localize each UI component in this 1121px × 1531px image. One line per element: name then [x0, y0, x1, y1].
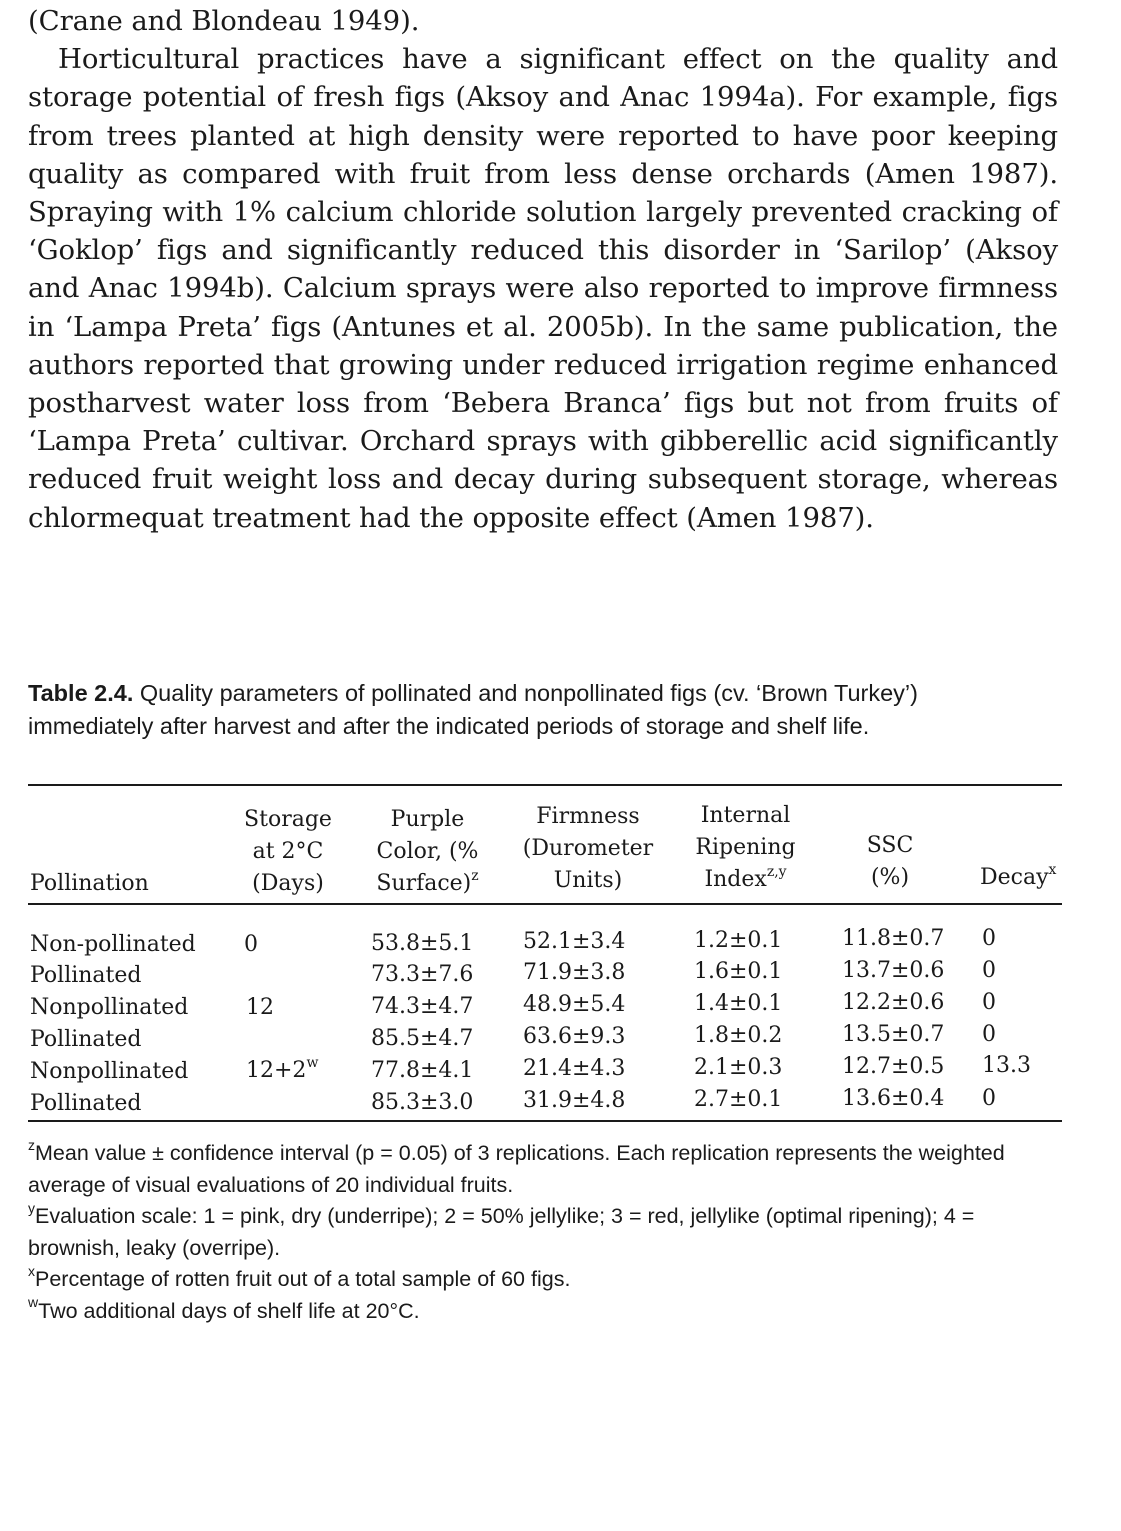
- table-caption-text: Quality parameters of pollinated and nonpollinated figs (cv. ‘Brown Turkey’) immediately after harvest and after the indicated periods of storage and shelf life.: [28, 680, 918, 739]
- cell-ssc: 12.2±0.6: [842, 990, 945, 1015]
- cell-purple: 77.8±4.1: [371, 1058, 474, 1083]
- table-top-rule: [28, 784, 1062, 786]
- cell-ssc: 13.5±0.7: [842, 1022, 945, 1047]
- header-firmness: Firmness (Durometer Units): [522, 804, 654, 893]
- line-continuation: (Crane and Blondeau 1949).: [28, 5, 420, 37]
- cell-ripening: 2.7±0.1: [694, 1087, 783, 1112]
- cell-purple: 85.3±3.0: [371, 1090, 474, 1115]
- cell-pollination: Pollinated: [30, 963, 142, 988]
- cell-ssc: 11.8±0.7: [842, 926, 945, 951]
- cell-pollination: Non-pollinated: [30, 932, 196, 957]
- header-storage: Storage at 2°C (Days): [244, 807, 332, 896]
- cell-pollination: Pollinated: [30, 1091, 142, 1116]
- header-decay: Decay$^x$: [980, 861, 1057, 890]
- footnote-z: $^z$Mean value ± confidence interval (p = 0.05) of 3 replications. Each replication represents the weighted average of visual evaluations of 20 individual fruits.: [28, 1136, 1005, 1197]
- cell-ripening: 1.4±0.1: [694, 991, 783, 1016]
- cell-firmness: 31.9±4.8: [523, 1088, 626, 1113]
- cell-ssc: 13.7±0.6: [842, 958, 945, 983]
- table-caption: [28, 677, 1048, 743]
- cell-ripening: 2.1±0.3: [694, 1055, 783, 1080]
- cell-ripening: 1.6±0.1: [694, 959, 783, 984]
- cell-pollination: Nonpollinated: [30, 995, 189, 1020]
- footnote-y: $^y$Evaluation scale: 1 = pink, dry (underripe); 2 = 50% jellylike; 3 = red, jellylike (optimal ripening); 4 = brownish, leaky (overripe).: [28, 1199, 975, 1260]
- cell-decay: 13.3: [982, 1053, 1031, 1078]
- body-paragraph: Horticultural practices have a significant effect on the quality and storage potential of fresh figs (Aksoy and Anac 1994a). For example, figs from trees planted at high density were reported to have poor keeping quality as compared with fruit from less dense orchards (Amen 1987). Spraying with 1% calcium chloride solution largely prevented cracking of ‘Goklop’ figs and significantly reduced this disorder in ‘Sarilop’ (Aksoy and Anac 1994b). Calcium sprays were also reported to improve firmness in ‘Lampa Preta’ figs (Antunes et al. 2005b). In the same publication, the authors reported that growing under reduced irrigation regime enhanced postharvest water loss from ‘Bebera Branca’ figs but not from fruits of ‘Lampa Preta’ cultivar. Orchard sprays with gibberellic acid significantly reduced fruit weight loss and decay during subsequent storage, whereas chlormequat treatment had the opposite effect (Amen 1987).: [28, 43, 1058, 534]
- cell-storage: 12: [246, 995, 274, 1020]
- cell-firmness: 52.1±3.4: [523, 929, 626, 954]
- table-footnotes: [28, 1138, 1068, 1327]
- header-pollination: Pollination: [30, 871, 149, 896]
- cell-storage: 0: [244, 932, 258, 957]
- table-caption-label: Table 2.4.: [28, 680, 134, 706]
- cell-decay: 0: [982, 1086, 996, 1111]
- cell-firmness: 21.4±4.3: [523, 1056, 626, 1081]
- header-ssc: SSC (%): [866, 833, 914, 890]
- cell-decay: 0: [982, 1022, 996, 1047]
- header-purple-color: Purple Color, (% Surface)$^z$: [376, 807, 479, 896]
- footnote-x: $^x$Percentage of rotten fruit out of a total sample of 60 figs.: [28, 1262, 571, 1291]
- cell-firmness: 71.9±3.8: [523, 960, 626, 985]
- footnote-w: $^w$Two additional days of shelf life at 20°C.: [28, 1294, 420, 1323]
- cell-purple: 73.3±7.6: [371, 962, 474, 987]
- cell-firmness: 63.6±9.3: [523, 1024, 626, 1049]
- table-header-rule: [28, 903, 1062, 905]
- cell-firmness: 48.9±5.4: [523, 992, 626, 1017]
- cell-pollination: Nonpollinated: [30, 1059, 189, 1084]
- cell-purple: 53.8±5.1: [371, 931, 474, 956]
- cell-purple: 85.5±4.7: [371, 1026, 474, 1051]
- cell-decay: 0: [982, 926, 996, 951]
- cell-ripening: 1.8±0.2: [694, 1023, 783, 1048]
- cell-decay: 0: [982, 990, 996, 1015]
- cell-decay: 0: [982, 958, 996, 983]
- cell-ssc: 12.7±0.5: [842, 1054, 945, 1079]
- cell-ssc: 13.6±0.4: [842, 1086, 945, 1111]
- table-bottom-rule: [28, 1120, 1062, 1122]
- header-internal-ripening: Internal Ripening Index$^{z,y}$: [695, 803, 796, 892]
- cell-ripening: 1.2±0.1: [694, 928, 783, 953]
- cell-purple: 74.3±4.7: [371, 994, 474, 1019]
- cell-pollination: Pollinated: [30, 1027, 142, 1052]
- body-text: [28, 2, 1058, 537]
- cell-storage: $12+2^w$: [246, 1054, 319, 1083]
